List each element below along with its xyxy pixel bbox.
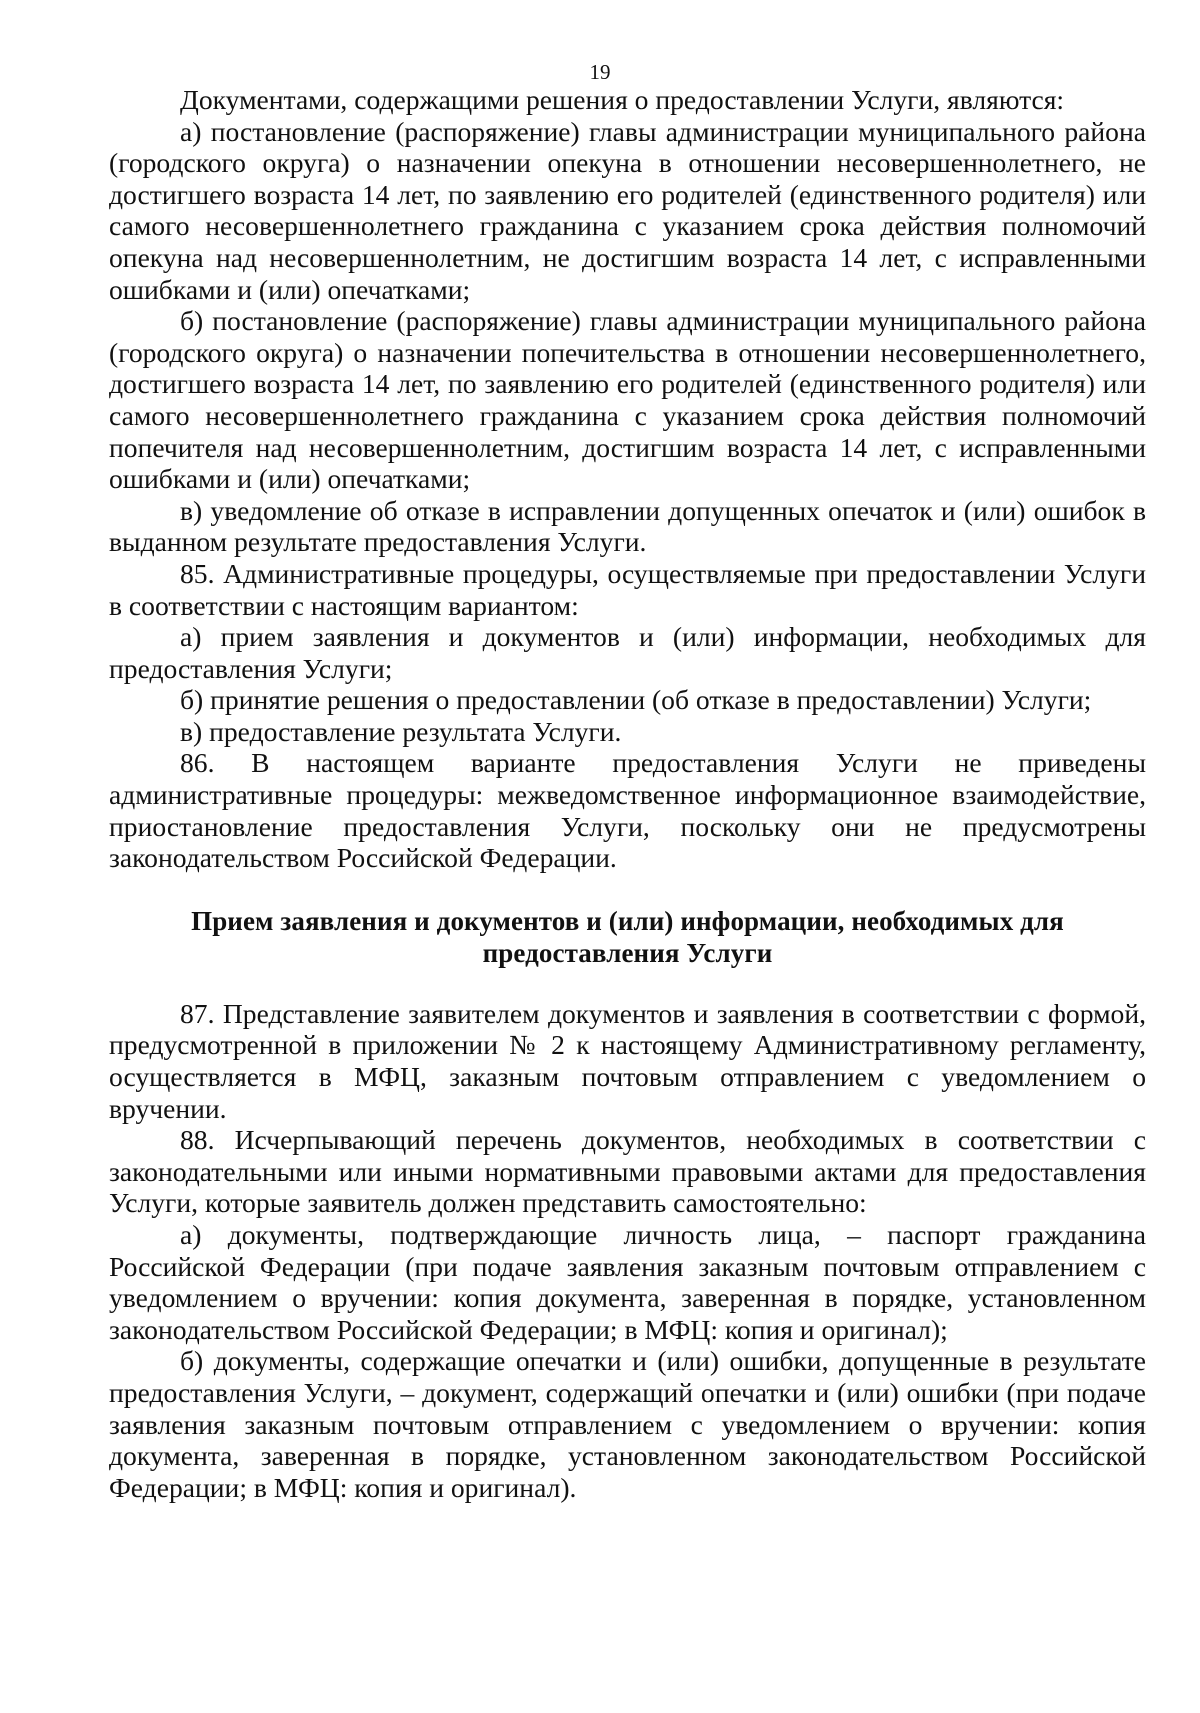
paragraph-88-item-b: б) документы, содержащие опечатки и (или) ошибки, допущенные в результате предоставления Услуги, – документ, содержащий опечатки и (или) ошибки (при подаче заявления заказным почтовым отправлением с уведомлением о вручении: копия документа, заверенная в порядке, установленном законодательством Российской Федерации; в МФЦ: копия и оригинал). [109, 1345, 1146, 1503]
section-heading-line-2: предоставления Услуги [482, 937, 773, 968]
paragraph-85-item-v: в) предоставление результата Услуги. [180, 715, 622, 747]
document-body [109, 84, 1146, 1503]
paragraph-85-item-b: б) принятие решения о предоставлении (об отказе в предоставлении) Услуги; [180, 684, 1092, 716]
section-heading-line-1: Прием заявления и документов и (или) информации, необходимых для [191, 905, 1064, 936]
paragraph-results-intro: Документами, содержащими решения о предоставлении Услуги, являются: [180, 84, 1065, 115]
paragraph-item-v-refusal: в) уведомление об отказе в исправлении допущенных опечаток и (или) ошибок в выданном результате предоставления Услуги. [109, 494, 1146, 558]
paragraph-88-item-a: а) документы, подтверждающие личность лица, – паспорт гражданина Российской Федерации (при подаче заявления заказным почтовым отправлением с уведомлением о вручении: копия документа, заверенная в порядке, установленном законодательством Российской Федерации; в МФЦ: копия и оригинал); [109, 1219, 1146, 1345]
paragraph-86: 86. В настоящем варианте предоставления Услуги не приведены административные процедуры: межведомственное информационное взаимодействие, приостановление предоставления Услуги, поскольку они не предусмотрены законодательством Российской Федерации. [109, 747, 1146, 874]
paragraph-item-a-guardian: а) постановление (распоряжение) главы администрации муниципального района (городского округа) о назначении опекуна в отношении несовершеннолетнего, не достигшего возраста 14 лет, по заявлению его родителей (единственного родителя) или самого несовершеннолетнего гражданина с указанием срока действия полномочий опекуна над несовершеннолетним, не достигшим возраста 14 лет, с исправленными ошибками и (или) опечатками; [109, 115, 1146, 305]
paragraph-88: 88. Исчерпывающий перечень документов, необходимых в соответствии с законодательными или иными нормативными правовыми актами для предоставления Услуги, которые заявитель должен представить самостоятельно: [109, 1124, 1146, 1219]
paragraph-85: 85. Административные процедуры, осуществляемые при предоставлении Услуги в соответствии с настоящим вариантом: [109, 557, 1146, 621]
section-heading [109, 905, 1146, 969]
page-number: 19 [589, 60, 611, 84]
paragraph-87: 87. Представление заявителем документов и заявления в соответствии с формой, предусмотренной в приложении № 2 к настоящему Административному регламенту, осуществляется в МФЦ, заказным почтовым отправлением с уведомлением о вручении. [109, 997, 1146, 1124]
paragraph-85-item-a: а) прием заявления и документов и (или) информации, необходимых для предоставления Услуги; [109, 621, 1146, 684]
paragraph-item-b-trusteeship: б) постановление (распоряжение) главы администрации муниципального района (городского округа) о назначении попечительства в отношении несовершеннолетнего, достигшего возраста 14 лет, по заявлению его родителей (единственного родителя) или самого несовершеннолетнего гражданина с указанием срока действия полномочий попечителя над несовершеннолетним, достигшим возраста 14 лет, с исправленными ошибками и (или) опечатками; [109, 305, 1146, 495]
